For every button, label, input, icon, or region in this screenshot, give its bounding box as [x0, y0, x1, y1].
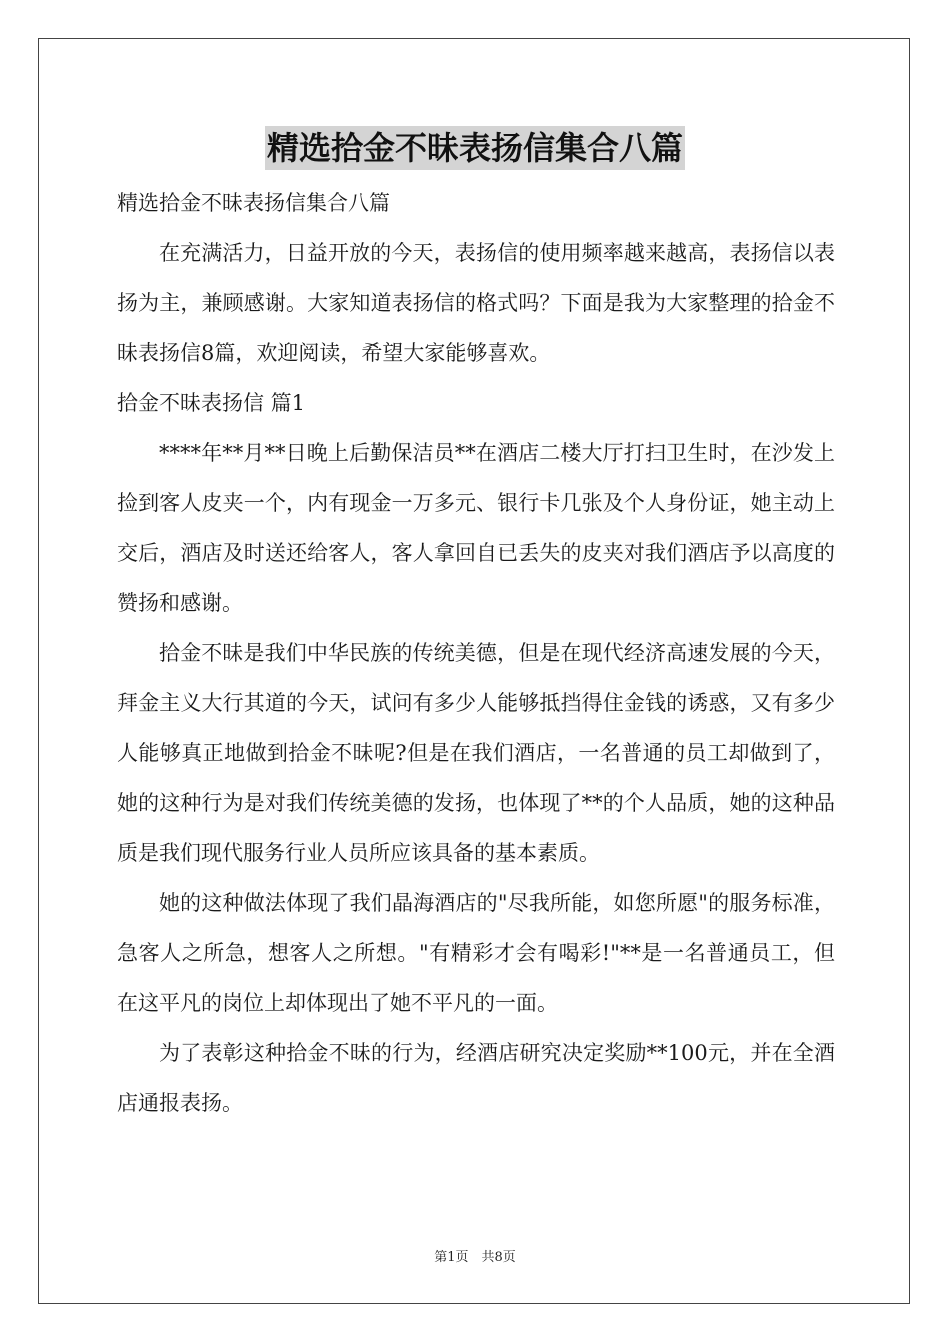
page-number: 第1页 共8页 — [434, 1250, 516, 1265]
body-paragraph-1: ****年**月**日晚上后勤保洁员**在酒店二楼大厅打扫卫生时，在沙发上捡到客人皮夹一个，内有现金一万多元、银行卡几张及个人身份证，她主动上交后，酒店及时送还给客人，客人拿回自已丢失的皮夹对我们酒店予以高度的赞扬和感谢。 — [117, 441, 835, 615]
body-paragraph-4: 为了表彰这种拾金不昧的行为，经酒店研究决定奖励**100元，并在全酒店通报表扬。 — [117, 1041, 835, 1115]
body-paragraph-2: 拾金不昧是我们中华民族的传统美德，但是在现代经济高速发展的今天，拜金主义大行其道的今天，试问有多少人能够抵挡得住金钱的诱惑，又有多少人能够真正地做到拾金不昧呢?但是在我们酒店，一名普通的员工却做到了，她的这种行为是对我们传统美德的发扬，也体现了**的个人品质，她的这种品质是我们现代服务行业人员所应该具备的基本素质。 — [117, 641, 835, 865]
intro-paragraph: 在充满活力，日益开放的今天，表扬信的使用频率越来越高，表扬信以表扬为主，兼顾感谢。大家知道表扬信的格式吗？下面是我为大家整理的拾金不昧表扬信8篇，欢迎阅读，希望大家能够喜欢。 — [117, 241, 835, 365]
document-body — [117, 178, 835, 1128]
title-container — [0, 126, 950, 170]
document-subtitle: 精选拾金不昧表扬信集合八篇 — [117, 191, 390, 215]
document-title: 精选拾金不昧表扬信集合八篇 — [265, 126, 685, 170]
body-paragraph-3: 她的这种做法体现了我们晶海酒店的"尽我所能，如您所愿"的服务标准，急客人之所急，想客人之所想。"有精彩才会有喝彩!"**是一名普通员工，但在这平凡的岗位上却体现出了她不平凡的一面。 — [117, 891, 835, 1015]
page-footer — [0, 1246, 950, 1265]
section-heading: 拾金不昧表扬信 篇1 — [117, 391, 306, 415]
